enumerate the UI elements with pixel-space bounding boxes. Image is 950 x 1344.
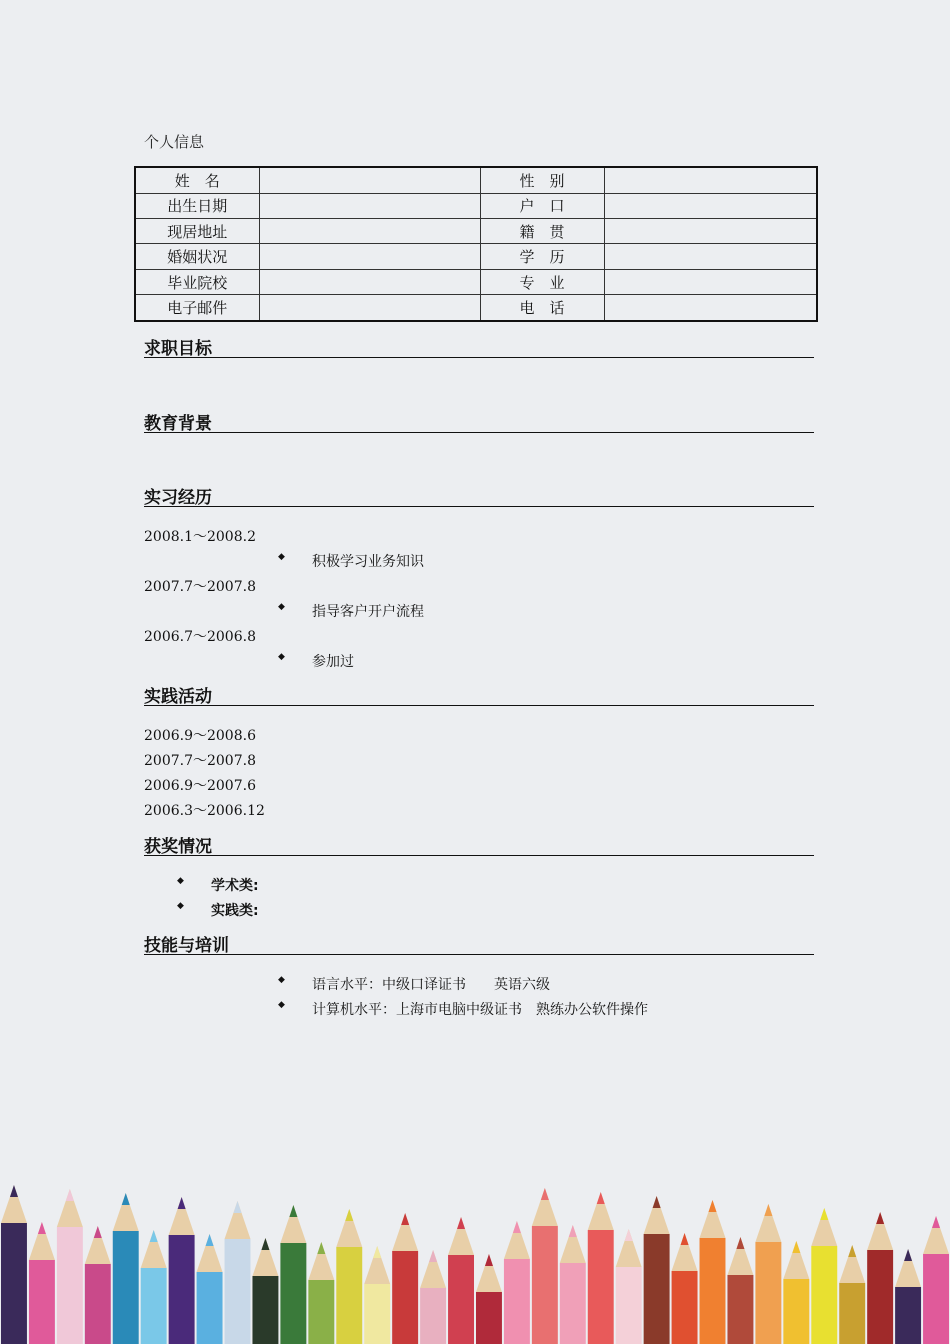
internship-date: 2006.7～2006.8 xyxy=(144,629,256,645)
value-birthdate xyxy=(259,193,480,218)
pencil-icon xyxy=(504,1221,530,1344)
label-native-place: 籍 贯 xyxy=(480,218,604,243)
section-title: 求职目标 xyxy=(144,339,212,359)
pencil-icon xyxy=(895,1249,921,1344)
pencil-icon xyxy=(560,1225,586,1344)
label-school: 毕业院校 xyxy=(135,269,259,294)
table-row xyxy=(135,269,817,294)
pencil-icon xyxy=(1,1185,27,1344)
pencil-icon xyxy=(308,1242,334,1344)
diamond-bullet-icon: ◆ xyxy=(278,652,285,662)
pencil-icon xyxy=(616,1229,642,1344)
pencil-icon xyxy=(672,1233,698,1344)
practice-date: 2007.7～2007.8 xyxy=(144,753,256,769)
label-marital: 婚姻状况 xyxy=(135,244,259,269)
label-email: 电子邮件 xyxy=(135,295,259,321)
pencil-icon xyxy=(169,1197,195,1344)
value-school xyxy=(259,269,480,294)
value-degree xyxy=(604,244,817,269)
value-name xyxy=(259,167,480,193)
value-gender xyxy=(604,167,817,193)
section-education xyxy=(144,410,814,433)
pencil-icon xyxy=(113,1193,139,1344)
value-native-place xyxy=(604,218,817,243)
pencil-icon xyxy=(783,1241,809,1344)
pencil-icon xyxy=(811,1208,837,1344)
section-title: 教育背景 xyxy=(144,414,212,434)
pencil-icon xyxy=(85,1226,111,1344)
pencil-icon xyxy=(57,1189,83,1344)
pencil-icon xyxy=(644,1196,670,1344)
label-gender: 性 别 xyxy=(480,167,604,193)
internship-date: 2008.1～2008.2 xyxy=(144,529,256,545)
pencil-icon xyxy=(29,1222,55,1344)
label-major: 专 业 xyxy=(480,269,604,294)
table-row xyxy=(135,218,817,243)
label-degree: 学 历 xyxy=(480,244,604,269)
table-row xyxy=(135,167,817,193)
pencil-icon xyxy=(225,1201,251,1344)
diamond-bullet-icon: ◆ xyxy=(278,1000,285,1010)
pencil-icon xyxy=(867,1212,893,1344)
section-title: 实践活动 xyxy=(144,687,212,707)
label-name: 姓 名 xyxy=(135,167,259,193)
section-internship xyxy=(144,484,814,507)
pencil-icon xyxy=(839,1245,865,1344)
diamond-bullet-icon: ◆ xyxy=(278,552,285,562)
pencil-icon xyxy=(336,1209,362,1344)
pencil-icon xyxy=(392,1213,418,1344)
pencil-icon xyxy=(280,1205,306,1344)
table-row xyxy=(135,193,817,218)
value-marital xyxy=(259,244,480,269)
pencil-icon xyxy=(364,1246,390,1344)
pencil-icon xyxy=(141,1230,167,1344)
diamond-bullet-icon: ◆ xyxy=(278,602,285,612)
colored-pencils-decoration xyxy=(0,1175,950,1344)
pencil-icon xyxy=(923,1216,949,1344)
section-skills xyxy=(144,932,814,955)
internship-date: 2007.7～2007.8 xyxy=(144,579,256,595)
section-objective xyxy=(144,335,814,358)
value-major xyxy=(604,269,817,294)
diamond-bullet-icon: ◆ xyxy=(177,901,184,911)
diamond-bullet-icon: ◆ xyxy=(278,975,285,985)
pencil-icon xyxy=(588,1192,614,1344)
value-email xyxy=(259,295,480,321)
resume-page: 个人信息 姓 名 性 别 出生日期 户 口 现居地址 籍 贯 婚姻状况 学 历 毕业院校 专 业 电子邮件 电 话 求职目标 教育背景 实习经历 2008.1～2008.2 ◆ 积极学习业务知识 2007.7～2007.8 ◆ 指导客户开户流程 2006.7～2006.8 ◆ 参加过 实践活动 2006.9～2008.6 2007.7～2007.8 2006.9～2007.6 2006.3～2006.12 获奖情况 ◆ 学术类: ◆ 实践类: 技能与培训 ◆ 语言水平：中级口译证书 英语六级 ◆ 计算机水平：上海市电脑中级证书 熟练办公软件操作 xyxy=(0,0,950,1344)
pencil-icon xyxy=(252,1238,278,1344)
personal-info-title: 个人信息 xyxy=(144,133,205,151)
pencil-icon xyxy=(755,1204,781,1344)
practice-date: 2006.3～2006.12 xyxy=(144,803,265,819)
label-birthdate: 出生日期 xyxy=(135,193,259,218)
table-row xyxy=(135,295,817,321)
practice-date: 2006.9～2007.6 xyxy=(144,778,256,794)
table-row xyxy=(135,244,817,269)
pencil-icon xyxy=(727,1237,753,1344)
value-hukou xyxy=(604,193,817,218)
personal-info-table xyxy=(134,166,818,322)
section-title: 实习经历 xyxy=(144,488,212,508)
pencil-icon xyxy=(420,1250,446,1344)
pencil-icon xyxy=(476,1254,502,1344)
pencil-icon xyxy=(700,1200,726,1344)
value-phone xyxy=(604,295,817,321)
pencil-icon xyxy=(448,1217,474,1344)
pencil-icon xyxy=(197,1234,223,1344)
section-practice xyxy=(144,683,814,706)
pencil-icon xyxy=(532,1188,558,1344)
diamond-bullet-icon: ◆ xyxy=(177,876,184,886)
section-title: 获奖情况 xyxy=(144,837,212,857)
section-awards xyxy=(144,833,814,856)
practice-date: 2006.9～2008.6 xyxy=(144,728,256,744)
label-hukou: 户 口 xyxy=(480,193,604,218)
label-phone: 电 话 xyxy=(480,295,604,321)
label-address: 现居地址 xyxy=(135,218,259,243)
value-address xyxy=(259,218,480,243)
section-title: 技能与培训 xyxy=(144,936,229,956)
